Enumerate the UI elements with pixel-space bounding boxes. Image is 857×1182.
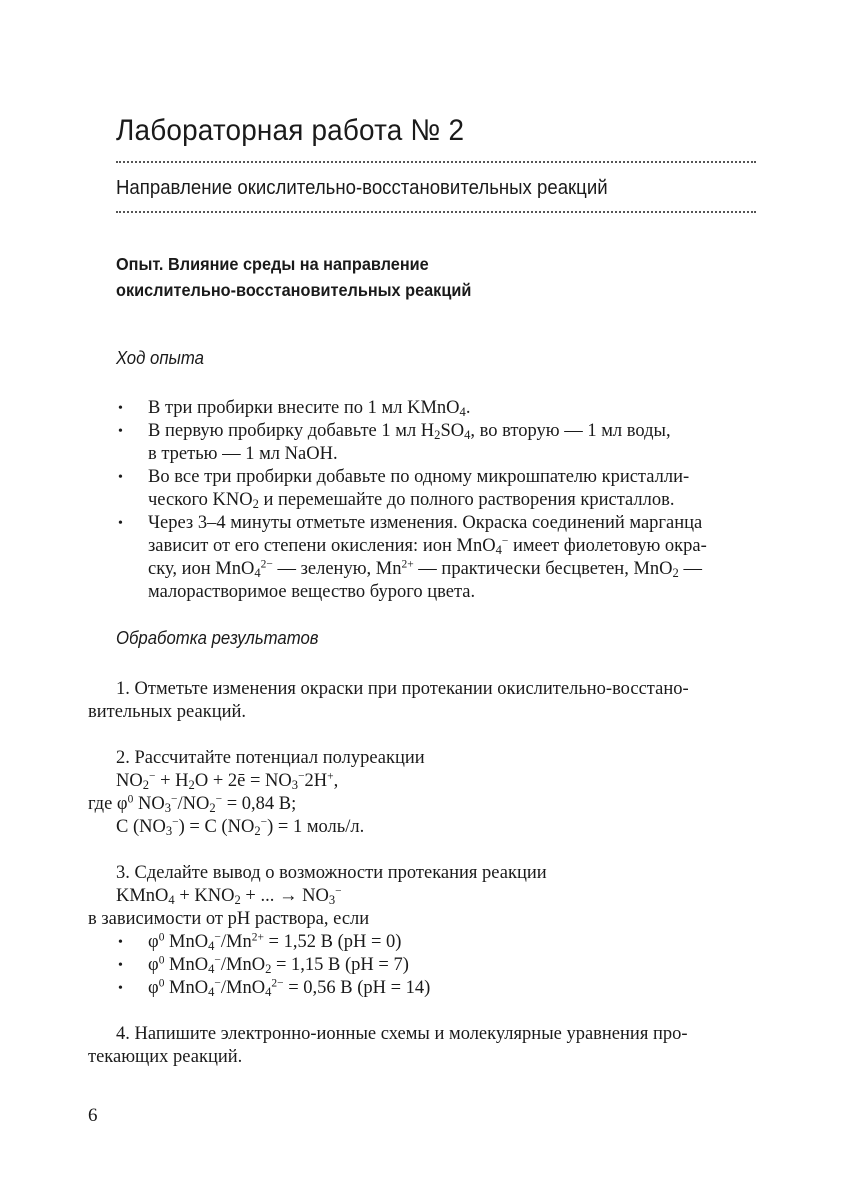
task-2-potential: где $\varphi^0$ $NO_3^-/NO_2^- = 0,84$ В; xyxy=(88,793,297,816)
lab-title: Лабораторная работа № 2 xyxy=(116,114,465,147)
experiment-title xyxy=(116,251,471,303)
task-1-line-1: 1. Отметьте изменения окраски при протекании окислительно-восстано- xyxy=(116,679,689,699)
potential-ph-14: • $\varphi^0$ MnO$_4$−/MnO$_4^{2-}$ = 0,56 В (pH = 14) xyxy=(118,977,431,1000)
task-3-line-1: 3. Сделайте вывод о возможности протекания реакции xyxy=(116,863,547,883)
task-2-concentration: C $(NO_3^-) = C$ $(NO_2^-) = 1$ моль/л. xyxy=(116,816,365,839)
task-4-line-1: 4. Напишите электронно-ионные схемы и молекулярные уравнения про- xyxy=(116,1024,688,1044)
potential-ph-0: • $\varphi^0$ $MnO_4^-/Mn^{2+} = 1,52$ В (pH = 0) xyxy=(118,931,402,954)
bullet-icon: • xyxy=(118,424,123,439)
experiment-title-line-1: Опыт. Влияние среды на направление xyxy=(116,254,429,274)
potential-ph-7: • $\varphi^0$ MnO$_4$−/MnO$_2$ = 1,15 В (pH = 7) xyxy=(118,954,409,977)
procedure-step-4: • Через 3–4 минуты отметьте изменения. Окраска соединений марганца зависит от его степени окисления: ион MnO$_4$− имеет фиолетовую окра- ску, ион MnO$_4^{2-}$ — зеленую, $Mn^{2+}$ — практически бесцветен, MnO$_2$ — малорастворимое вещество бурого цвета. xyxy=(118,513,707,602)
task-2-equation: $NO_2^- + H_2O$ + 2ē = $NO_3^-2H^+$, xyxy=(116,770,339,793)
dotted-divider-top xyxy=(116,161,756,163)
procedure-heading: Ход опыта xyxy=(116,348,204,368)
dotted-divider-bottom xyxy=(116,211,756,213)
procedure-list xyxy=(116,397,758,604)
results-body xyxy=(88,678,758,1069)
task-2-line-1: 2. Рассчитайте потенциал полуреакции xyxy=(116,748,425,768)
bullet-icon: • xyxy=(118,470,123,485)
bullet-icon: • xyxy=(118,958,123,973)
task-3-condition: в зависимости от pH раствора, если xyxy=(88,909,370,929)
task-4-line-2: текающих реакций. xyxy=(88,1047,243,1067)
page-number: 6 xyxy=(88,1105,98,1126)
bullet-icon: • xyxy=(118,401,123,416)
bullet-icon: • xyxy=(118,516,123,531)
results-heading: Обработка результатов xyxy=(116,628,319,648)
task-1-line-2: вительных реакций. xyxy=(88,702,247,722)
procedure-step-3: • Во все три пробирки добавьте по одному микрошпателю кристалли- ческого $KNO_2$ и перемешайте до полного растворения кристаллов. xyxy=(118,467,690,512)
bullet-icon: • xyxy=(118,935,123,950)
experiment-title-line-2: окислительно-восстановительных реакций xyxy=(116,280,472,300)
task-3-equation: KMnO$_4$ + $KNO_2$ + ... → $NO_3^-$ xyxy=(116,885,342,908)
lab-subtitle: Направление окислительно-восстановительных реакций xyxy=(116,177,608,199)
procedure-step-2: • В первую пробирку добавьте 1 мл $H_2SO_4$, во вторую — 1 мл воды, в третью — 1 мл NaOH. xyxy=(118,421,671,464)
bullet-icon: • xyxy=(118,981,123,996)
procedure-step-1: • В три пробирки внесите по 1 мл KMnO$_4$. xyxy=(118,398,471,420)
